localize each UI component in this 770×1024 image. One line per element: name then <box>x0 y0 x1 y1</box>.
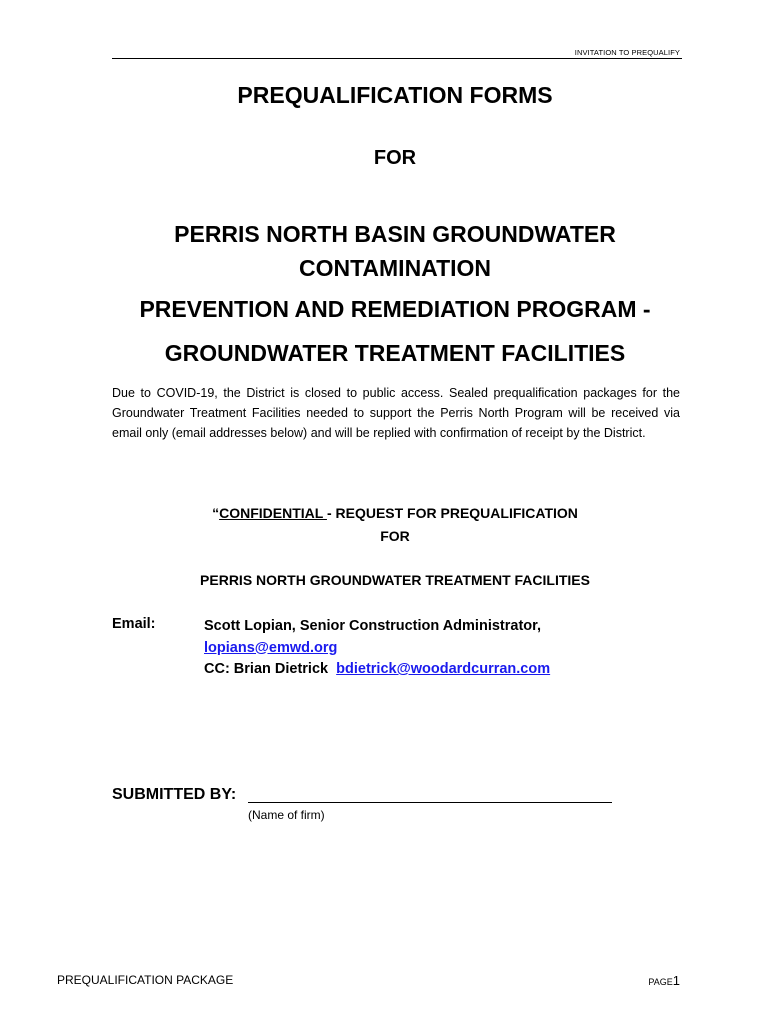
cc-email-link[interactable]: bdietrick@woodardcurran.com <box>336 661 551 677</box>
page-number: 1 <box>672 973 680 988</box>
program-subtitle: PREVENTION AND REMEDIATION PROGRAM - <box>139 296 651 322</box>
submitted-by-label: SUBMITTED BY: <box>112 786 237 803</box>
program-title-line-2: CONTAMINATION <box>298 255 492 281</box>
page-label: PAGE <box>648 977 673 987</box>
firm-name-hint: (Name of firm) <box>248 808 325 822</box>
confidential-rest: - REQUEST FOR PREQUALIFICATION <box>326 505 578 521</box>
email-label: Email: <box>112 616 156 632</box>
footer-package-label: PREQUALIFICATION PACKAGE <box>57 973 234 987</box>
title-for: FOR <box>373 147 417 169</box>
confidential-heading <box>95 505 695 521</box>
footer-page <box>600 973 680 988</box>
contact-name: Scott Lopian, Senior Construction Administrator, <box>204 618 542 634</box>
contact-email-link[interactable]: lopians@emwd.org <box>204 639 338 656</box>
running-header: INVITATION TO PREQUALIFY <box>574 48 680 57</box>
program-title-line-1: PERRIS NORTH BASIN GROUNDWATER <box>174 221 616 247</box>
confidential-label: CONFIDENTIAL <box>219 505 327 521</box>
facilities-name: PERRIS NORTH GROUNDWATER TREATMENT FACILITIES <box>200 572 590 588</box>
intro-paragraph: Due to COVID-19, the District is closed to public access. Sealed prequalification packages for the Groundwater Treatment Facilities needed to support the Perris North Program will be received via email only (email addresses below) and will be replied with confirmation of receipt by the District. <box>112 386 680 440</box>
open-quote: “ <box>212 505 220 521</box>
program-title <box>95 217 695 285</box>
header-rule <box>112 58 682 59</box>
email-contacts <box>204 616 550 681</box>
confidential-for: FOR <box>380 528 410 544</box>
firm-name-blank[interactable] <box>248 802 612 803</box>
cc-label: CC: Brian Dietrick <box>204 661 329 677</box>
facilities-title: GROUNDWATER TREATMENT FACILITIES <box>164 340 626 366</box>
page-title: PREQUALIFICATION FORMS <box>237 82 553 108</box>
